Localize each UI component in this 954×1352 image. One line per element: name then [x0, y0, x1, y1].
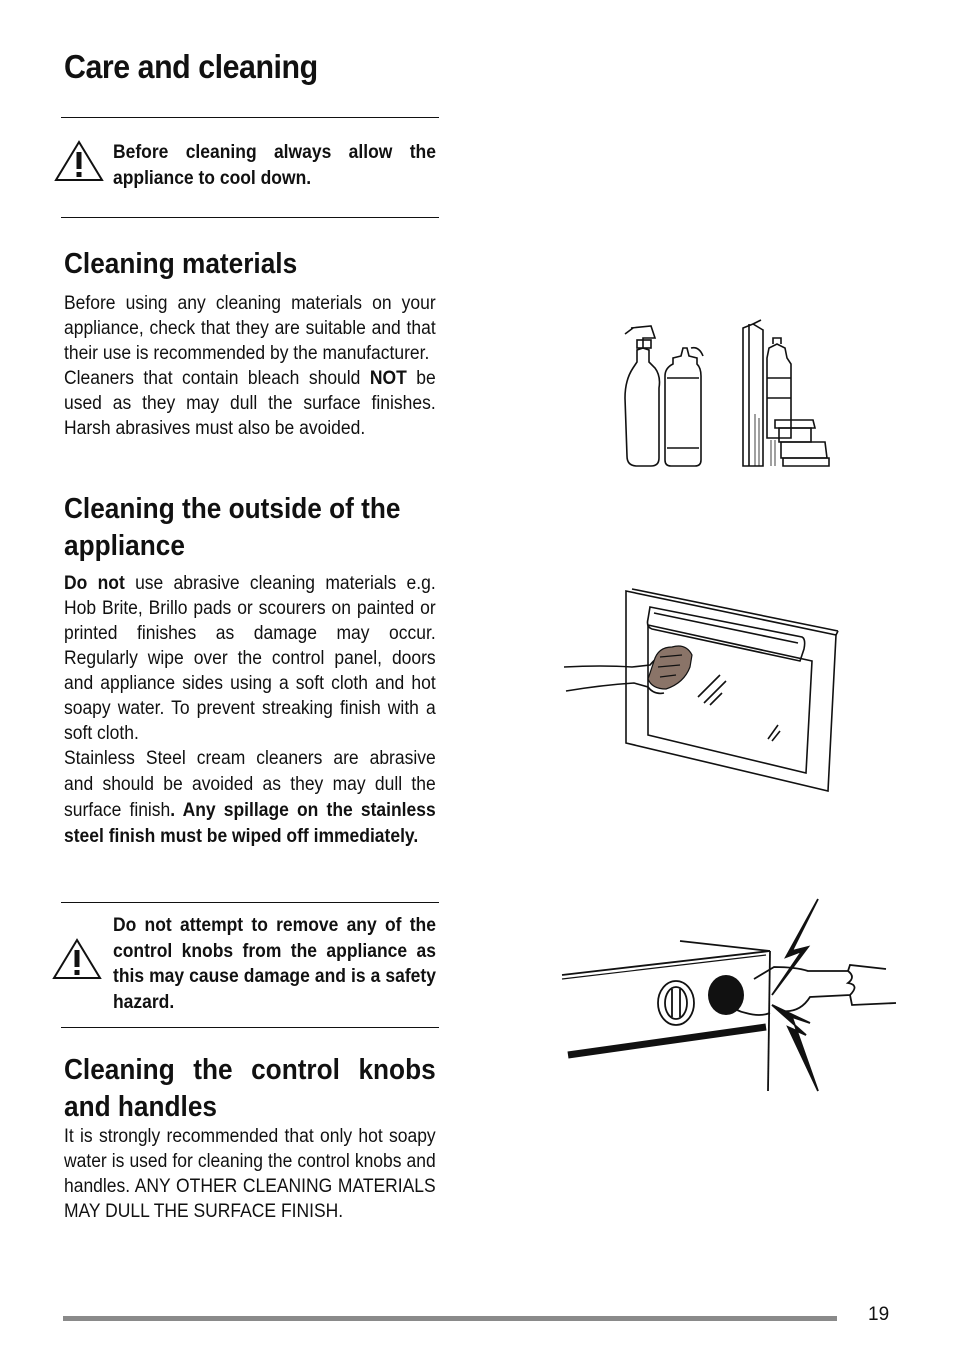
warning-control-knobs: Do not attempt to remove any of the control knobs from the appliance as this may cause damage and is a safety hazard. [113, 915, 436, 1014]
text: be used as they may dull the surface finishes. Harsh abrasives must also be avoided. [64, 368, 436, 439]
text: use abrasive cleaning materials e.g. Hob Brite, Brillo pads or scourers on painted or printed finishes as damage may occur. Regularly wipe over the control panel, doors and appliance sides using a soft cloth and hot soapy water. To prevent streaking finish with a soft cloth. [64, 573, 436, 744]
heading-cleaning-knobs: Cleaning the control knobs and handles [64, 1054, 436, 1123]
divider [61, 1027, 439, 1028]
emphasis: Do not [64, 573, 125, 594]
page-title: Care and cleaning [64, 48, 318, 85]
heading-cleaning-materials: Cleaning materials [64, 248, 298, 280]
divider [61, 217, 439, 218]
warning-cool-down: Before cleaning always allow the appliance to cool down. [113, 142, 436, 189]
footer-rule [63, 1316, 837, 1321]
heading-cleaning-outside: Cleaning the outside of the appliance [64, 493, 401, 562]
text: Cleaners that contain bleach should [64, 368, 370, 389]
text: Stainless Steel cream cleaners are abrasive and should be avoided as they may dull the surface finish [64, 748, 436, 821]
page-number: 19 [868, 1304, 890, 1325]
cleaning-products-illustration [615, 318, 835, 473]
paragraph: It is strongly recommended that only hot soapy water is used for cleaning the control knobs and handles. ANY OTHER CLEANING MATERIALS MAY DULL THE SURFACE FINISH. [64, 1126, 436, 1222]
emphasis: . Any spillage on the stainless steel finish must be wiped off immediately. [64, 800, 436, 847]
emphasis: NOT [369, 368, 407, 389]
warning-triangle-icon [52, 938, 102, 980]
divider [61, 902, 439, 903]
control-knob-hazard-illustration [560, 895, 905, 1095]
paragraph [64, 746, 436, 850]
cleaning-materials-text [64, 291, 436, 441]
cleaning-outside-text [64, 571, 436, 850]
divider [61, 117, 439, 118]
paragraph [64, 571, 436, 746]
paragraph [64, 366, 436, 441]
oven-door-wiping-illustration [562, 585, 842, 797]
warning-triangle-icon [54, 140, 104, 182]
cleaning-knobs-text [64, 1124, 436, 1224]
paragraph: Before using any cleaning materials on your appliance, check that they are suitable and that their use is recommended by the manufacturer. [64, 293, 436, 364]
